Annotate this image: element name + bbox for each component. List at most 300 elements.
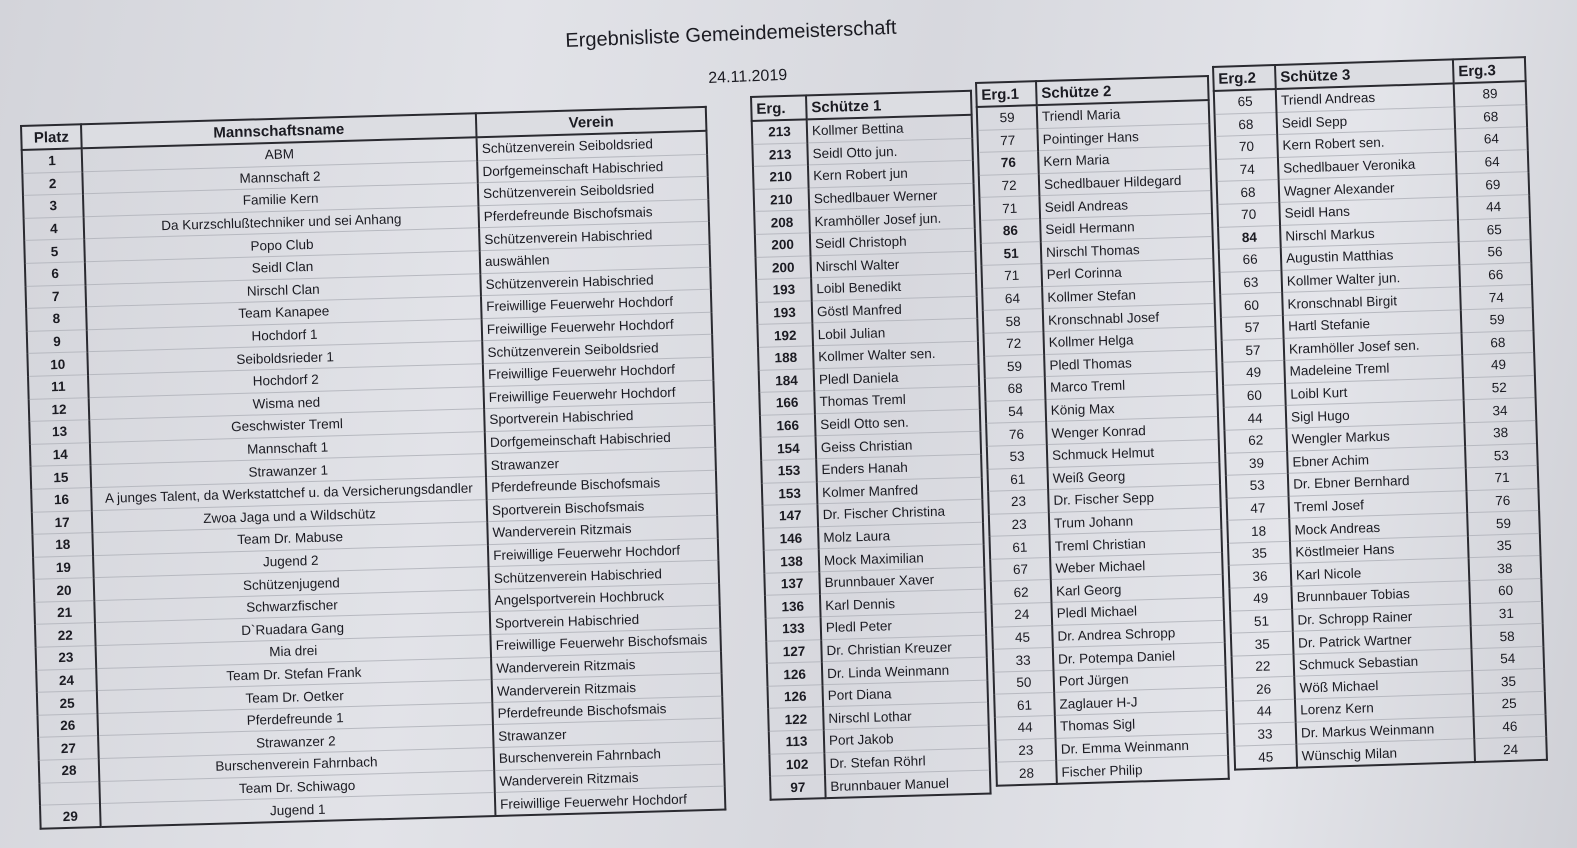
platz-cell: 22	[35, 623, 96, 647]
schuetze1-cell: Port Jakob	[824, 725, 990, 752]
team-name-cell: Zwoa Jaga und a Wildschütz	[92, 499, 487, 533]
table-row	[770, 770, 991, 799]
team-name-cell: Seiboldsrieder 1	[87, 341, 482, 375]
erg1-cell: 45	[992, 625, 1053, 649]
platz-cell: 16	[31, 488, 92, 512]
erg1-cell: 50	[994, 670, 1055, 694]
schuetze3-cell: Wöß Michael	[1294, 671, 1473, 699]
erg-cell: 188	[758, 346, 814, 370]
erg3-cell: 66	[1459, 262, 1532, 287]
verein-cell: Freiwillige Feuerwehr Hochdorf	[481, 289, 712, 318]
erg-cell: 184	[759, 368, 815, 392]
erg1-cell: 71	[981, 264, 1042, 288]
platz-cell: 13	[29, 420, 90, 444]
erg2-cell: 49	[1229, 586, 1292, 611]
verein-cell: Wanderverein Ritzmais	[494, 764, 725, 793]
verein-cell: Freiwillige Feuerwehr Hochdorf	[483, 380, 714, 409]
schuetze3-cell: Seidl Sepp	[1276, 107, 1455, 135]
erg2-cell: 36	[1229, 564, 1292, 589]
header-mannschaft: Mannschaftsname	[81, 113, 477, 148]
verein-cell: Schützenverein Habischried	[489, 560, 720, 589]
team-name-cell: Team Kanapee	[86, 296, 481, 330]
schuetze3-cell: Mock Andreas	[1289, 513, 1468, 541]
platz-cell: 15	[31, 465, 92, 489]
schuetze3-cell: Sigl Hugo	[1286, 400, 1465, 428]
erg-cell: 210	[754, 188, 810, 212]
erg2-cell: 35	[1228, 541, 1291, 566]
erg3-cell: 71	[1466, 466, 1539, 491]
schuetze3-cell: Madeleine Treml	[1284, 355, 1463, 383]
erg1-cell: 53	[987, 444, 1048, 468]
erg1-cell: 72	[979, 173, 1040, 197]
erg2-cell: 57	[1221, 315, 1284, 340]
erg-cell: 200	[755, 233, 811, 257]
erg-cell: 136	[765, 594, 821, 618]
platz-cell: 23	[36, 646, 97, 670]
schuetze3-cell: Wagner Alexander	[1279, 174, 1458, 202]
erg2-cell: 60	[1220, 293, 1283, 318]
erg3-cell: 68	[1454, 104, 1527, 129]
erg-cell: 153	[761, 459, 817, 483]
schuetze1-cell: Göstl Manfred	[812, 296, 978, 323]
schuetze1-cell: Dr. Stefan Röhrl	[824, 748, 990, 775]
schuetze2-cell: König Max	[1045, 394, 1218, 422]
erg-cell: 166	[759, 391, 815, 415]
erg2-cell: 18	[1227, 519, 1290, 544]
team-name-cell: Wisma ned	[89, 386, 484, 420]
platz-cell: 3	[23, 194, 84, 218]
schuetze3-cell: Köstlmeier Hans	[1290, 536, 1469, 564]
team-name-cell: A junges Talent, da Werkstattchef u. da Versicherungsdandler	[91, 477, 486, 511]
verein-cell: Schützenverein Habischried	[480, 267, 711, 296]
verein-cell: Schützenverein Seiboldsried	[482, 335, 713, 364]
schuetze3-cell: Kramhöller Josef sen.	[1284, 332, 1463, 360]
erg1-cell: 59	[977, 105, 1038, 130]
erg1-cell: 76	[986, 422, 1047, 446]
header-schuetze1: Schütze 1	[806, 91, 972, 120]
erg-cell: 102	[769, 752, 825, 776]
team-name-cell: Team Dr. Stefan Frank	[96, 657, 491, 691]
verein-cell: Freiwillige Feuerwehr Hochdorf	[495, 786, 726, 816]
team-name-cell: Jugend 1	[100, 793, 495, 827]
schuetze1-cell: Brunnbauer Xaver	[819, 567, 985, 594]
verein-cell: Schützenverein Seiboldsried	[477, 131, 708, 161]
schuetze2-cell: Kern Maria	[1038, 146, 1211, 174]
erg3-cell: 58	[1471, 624, 1544, 649]
erg1-cell: 62	[991, 580, 1052, 604]
header-schuetze3: Schütze 3	[1275, 59, 1454, 89]
schuetze2-cell: Dr. Emma Weinmann	[1055, 733, 1228, 761]
team-name-cell: Pferdefreunde 1	[97, 702, 492, 736]
platz-cell: 26	[37, 713, 98, 737]
header-erg2: Erg.2	[1213, 65, 1276, 91]
erg-cell: 213	[752, 143, 808, 167]
erg2-cell: 45	[1234, 744, 1297, 769]
header-erg: Erg.	[751, 95, 807, 121]
erg1-cell: 28	[996, 761, 1057, 786]
schuetze2-cell: Dr. Potempa Daniel	[1053, 643, 1226, 671]
verein-cell: Dorfgemeinschaft Habischried	[485, 425, 716, 454]
verein-cell: Schützenverein Habischried	[479, 222, 710, 251]
erg2-cell: 60	[1223, 383, 1286, 408]
team-name-cell: D`Ruadara Gang	[95, 612, 490, 646]
schuetze1-cell: Enders Hanah	[816, 454, 982, 481]
verein-cell: Dorfgemeinschaft Habischried	[477, 154, 708, 183]
team-name-cell: Hochdorf 1	[87, 318, 482, 352]
schuetze2-cell: Kronschnabl Josef	[1043, 304, 1216, 332]
schuetze1-cell: Seidl Otto jun.	[807, 138, 973, 165]
schuetze3-cell: Treml Josef	[1289, 490, 1468, 518]
schuetze1-cell: Seidl Otto sen.	[815, 409, 981, 436]
schuetze1-cell: Nirschl Walter	[810, 251, 976, 278]
erg3-cell: 59	[1467, 511, 1540, 536]
team-name-cell: Mannschaft 1	[90, 431, 485, 465]
erg2-cell: 84	[1218, 225, 1281, 250]
schuetze3-cell: Loibl Kurt	[1285, 377, 1464, 405]
erg1-cell: 61	[987, 467, 1048, 491]
platz-cell: 17	[32, 510, 93, 534]
erg1-cell: 86	[980, 219, 1041, 243]
team-name-cell: Schwarzfischer	[94, 589, 489, 623]
schuetze2-cell: Trum Johann	[1049, 507, 1222, 535]
erg-cell: 166	[760, 414, 816, 438]
erg-cell: 113	[769, 730, 825, 754]
header-verein: Verein	[476, 107, 707, 137]
schuetze2-cell: Seidl Hermann	[1040, 213, 1213, 241]
team-name-cell: Nirschl Clan	[85, 273, 480, 307]
erg1-cell: 77	[977, 128, 1038, 152]
schuetze1-cell: Thomas Treml	[814, 386, 980, 413]
platz-cell: 29	[40, 804, 101, 829]
team-name-cell: Da Kurzschlußtechniker und sei Anhang	[84, 206, 479, 240]
erg2-cell: 66	[1219, 248, 1282, 273]
schuetze1-cell: Dr. Linda Weinmann	[822, 657, 988, 684]
schuetze3-cell: Wengler Markus	[1286, 423, 1465, 451]
platz-cell: 6	[25, 262, 86, 286]
schuetze3-cell: Lorenz Kern	[1295, 694, 1474, 722]
schuetze2-cell: Karl Georg	[1051, 575, 1224, 603]
erg1-cell: 58	[983, 309, 1044, 333]
header-erg3: Erg.3	[1453, 57, 1526, 83]
erg1-cell: 23	[996, 738, 1057, 762]
erg2-cell: 63	[1219, 270, 1282, 295]
verein-cell: Pferdefreunde Bischofsmais	[478, 199, 709, 228]
schuetze2-cell: Pointinger Hans	[1037, 123, 1210, 151]
platz-cell: 21	[34, 600, 95, 624]
page-title: Ergebnisliste Gemeindemeisterschaft	[565, 16, 897, 52]
schuetze2-cell: Pledl Thomas	[1044, 349, 1217, 377]
team-name-cell: Mannschaft 2	[82, 160, 477, 194]
schuetze2-cell: Port Jürgen	[1053, 665, 1226, 693]
erg3-cell: 65	[1458, 217, 1531, 242]
platz-cell: 12	[29, 397, 90, 421]
team-name-cell: Team Dr. Schiwago	[99, 770, 494, 804]
erg-cell: 153	[762, 481, 818, 505]
schuetze2-cell: Marco Treml	[1045, 372, 1218, 400]
schuetze1-cell: Dr. Fischer Christina	[817, 499, 983, 526]
platz-cell: 10	[27, 352, 88, 376]
schuetze2-cell: Dr. Fischer Sepp	[1048, 485, 1221, 513]
erg2-cell: 26	[1232, 677, 1295, 702]
teams-table	[20, 106, 726, 830]
schuetze2-cell: Pledl Michael	[1051, 597, 1224, 625]
erg1-cell: 33	[993, 648, 1054, 672]
team-name-cell: Mia drei	[96, 635, 491, 669]
erg1-cell: 61	[989, 535, 1050, 559]
erg3-cell: 56	[1459, 240, 1532, 265]
erg-cell: 193	[757, 301, 813, 325]
schuetze1-cell: Molz Laura	[818, 522, 984, 549]
erg1-cell: 76	[978, 151, 1039, 175]
erg3-cell: 38	[1469, 556, 1542, 581]
erg-cell: 138	[764, 549, 820, 573]
header-erg1: Erg.1	[976, 81, 1037, 107]
schuetze1-cell: Pledl Daniela	[814, 364, 980, 391]
erg2-cell: 35	[1231, 631, 1294, 656]
erg3-cell: 25	[1473, 691, 1546, 716]
platz-cell: 5	[24, 239, 85, 263]
erg3-cell: 38	[1464, 420, 1537, 445]
team-name-cell: Burschenverein Fahrnbach	[99, 748, 494, 782]
erg1-cell: 61	[994, 693, 1055, 717]
erg2-cell: 70	[1217, 202, 1280, 227]
erg3-cell: 35	[1468, 533, 1541, 558]
schuetze1-cell: Dr. Christian Kreuzer	[821, 635, 987, 662]
schuetze3-cell: Hartl Stefanie	[1283, 310, 1462, 338]
erg1-cell: 67	[990, 557, 1051, 581]
schuetze2-cell: Seidl Andreas	[1039, 191, 1212, 219]
verein-cell: Freiwillige Feuerwehr Hochdorf	[483, 357, 714, 386]
team-name-cell: Jugend 2	[93, 544, 488, 578]
erg-cell: 154	[761, 436, 817, 460]
erg2-cell: 74	[1216, 157, 1279, 182]
schuetze1-cell: Mock Maximilian	[819, 544, 985, 571]
schuetze3-cell: Schmuck Sebastian	[1294, 648, 1473, 676]
platz-cell: 11	[28, 375, 89, 399]
erg-cell: 97	[770, 775, 826, 800]
schuetze1-cell: Pledl Peter	[821, 612, 987, 639]
header-schuetze2: Schütze 2	[1036, 76, 1209, 105]
platz-cell: 24	[36, 668, 97, 692]
schuetze3-cell: Triendl Andreas	[1276, 83, 1455, 112]
schuetze2-cell: Fischer Philip	[1056, 756, 1229, 784]
platz-cell	[39, 781, 100, 805]
schuetze2-cell: Kollmer Helga	[1043, 326, 1216, 354]
team-name-cell: Strawanzer 2	[98, 725, 493, 759]
erg1-cell: 64	[982, 286, 1043, 310]
team-name-cell: Schützenjugend	[94, 567, 489, 601]
schuetze2-cell: Triendl Maria	[1037, 100, 1210, 128]
schuetze3-cell: Karl Nicole	[1291, 558, 1470, 586]
erg1-cell: 51	[981, 241, 1042, 265]
erg-cell: 137	[764, 572, 820, 596]
erg2-cell: 39	[1225, 451, 1288, 476]
erg2-cell: 44	[1224, 406, 1287, 431]
erg1-cell: 23	[989, 512, 1050, 536]
erg3-cell: 64	[1456, 149, 1529, 174]
schuetze1-cell: Lobil Julian	[812, 319, 978, 346]
platz-cell: 28	[39, 759, 100, 783]
schuetze3-cell: Wünschig Milan	[1296, 739, 1475, 768]
erg1-cell: 72	[983, 332, 1044, 356]
schuetze3-table	[1212, 56, 1548, 770]
platz-cell: 19	[33, 555, 94, 579]
erg1-cell: 71	[979, 196, 1040, 220]
platz-cell: 14	[30, 442, 91, 466]
schuetze3-cell: Dr. Ebner Bernhard	[1288, 468, 1467, 496]
erg3-cell: 44	[1457, 195, 1530, 220]
platz-cell: 9	[27, 329, 88, 353]
schuetze1-cell: Geiss Christian	[816, 432, 982, 459]
platz-cell: 8	[26, 307, 87, 331]
team-name-cell: Hochdorf 2	[88, 364, 483, 398]
erg2-cell: 68	[1217, 180, 1280, 205]
erg-cell: 208	[754, 210, 810, 234]
erg-cell: 213	[752, 119, 808, 144]
team-name-cell: Team Dr. Oetker	[97, 680, 492, 714]
verein-cell: Pferdefreunde Bischofsmais	[492, 696, 723, 725]
erg-cell: 192	[757, 323, 813, 347]
schuetze3-cell: Seidl Hans	[1279, 197, 1458, 225]
team-name-cell: Seidl Clan	[85, 251, 480, 285]
erg2-cell: 47	[1227, 496, 1290, 521]
erg1-cell: 23	[988, 490, 1049, 514]
schuetze1-cell: Kollmer Bettina	[807, 115, 973, 143]
erg2-cell: 49	[1222, 360, 1285, 385]
schuetze3-cell: Kollmer Walter jun.	[1281, 265, 1460, 293]
verein-cell: Wanderverein Ritzmais	[487, 515, 718, 544]
team-name-cell: Popo Club	[84, 228, 479, 262]
platz-cell: 20	[34, 578, 95, 602]
schuetze1-cell: Schedlbauer Werner	[809, 183, 975, 210]
erg3-cell: 53	[1465, 443, 1538, 468]
platz-cell: 27	[38, 736, 99, 760]
verein-cell: Freiwillige Feuerwehr Hochdorf	[488, 538, 719, 567]
schuetze1-cell: Loibl Benedikt	[811, 273, 977, 300]
erg2-cell: 65	[1214, 89, 1277, 114]
erg3-cell: 54	[1471, 646, 1544, 671]
verein-cell: Sportverein Bischofsmais	[487, 493, 718, 522]
team-name-cell: Team Dr. Mabuse	[92, 522, 487, 556]
erg2-cell: 70	[1215, 135, 1278, 160]
erg2-cell: 53	[1226, 473, 1289, 498]
schuetze1-cell: Seidl Christoph	[810, 228, 976, 255]
erg3-cell: 34	[1464, 398, 1537, 423]
schuetze1-cell: Karl Dennis	[820, 590, 986, 617]
verein-cell: Wanderverein Ritzmais	[491, 651, 722, 680]
schuetze1-cell: Nirschl Lothar	[823, 703, 989, 730]
schuetze2-cell: Wenger Konrad	[1046, 417, 1219, 445]
erg3-cell: 60	[1469, 578, 1542, 603]
schuetze2-cell: Perl Corinna	[1041, 259, 1214, 287]
erg-cell: 210	[753, 165, 809, 189]
schuetze2-cell: Zaglauer H-J	[1054, 688, 1227, 716]
verein-cell: Freiwillige Feuerwehr Bischofsmais	[490, 628, 721, 657]
erg2-cell: 22	[1232, 654, 1295, 679]
schuetze2-cell: Kollmer Stefan	[1042, 281, 1215, 309]
schuetze3-cell: Dr. Schropp Rainer	[1292, 603, 1471, 631]
erg3-cell: 49	[1462, 353, 1535, 378]
verein-cell: Strawanzer	[485, 448, 716, 477]
erg3-cell: 52	[1463, 375, 1536, 400]
erg-cell: 200	[755, 255, 811, 279]
erg2-cell: 44	[1233, 699, 1296, 724]
erg2-cell: 33	[1234, 722, 1297, 747]
erg2-cell: 51	[1230, 609, 1293, 634]
erg3-cell: 46	[1474, 714, 1547, 739]
schuetze2-cell: Weiß Georg	[1047, 462, 1220, 490]
erg-cell: 147	[762, 504, 818, 528]
platz-cell: 2	[22, 171, 83, 195]
erg-cell: 127	[766, 639, 822, 663]
erg3-cell: 24	[1474, 737, 1547, 762]
verein-cell: Wanderverein Ritzmais	[492, 673, 723, 702]
erg-cell: 193	[756, 278, 812, 302]
verein-cell: Sportverein Habischried	[484, 402, 715, 431]
erg-cell: 126	[767, 662, 823, 686]
platz-cell: 4	[24, 217, 85, 241]
erg3-cell: 76	[1466, 488, 1539, 513]
page-date: 24.11.2019	[708, 66, 788, 87]
schuetze3-cell: Brunnbauer Tobias	[1291, 581, 1470, 609]
schuetze2-cell: Treml Christian	[1049, 530, 1222, 558]
platz-cell: 1	[22, 148, 83, 173]
schuetze1-cell: Kolmer Manfred	[817, 477, 983, 504]
team-name-cell: Strawanzer 1	[91, 454, 486, 488]
schuetze2-cell: Weber Michael	[1050, 552, 1223, 580]
verein-cell: Strawanzer	[493, 719, 724, 748]
schuetze1-cell: Brunnbauer Manuel	[825, 770, 991, 798]
erg1-cell: 54	[985, 399, 1046, 423]
schuetze3-cell: Schedlbauer Veronika	[1278, 152, 1457, 180]
platz-cell: 7	[25, 284, 86, 308]
schuetze2-table	[975, 75, 1230, 786]
schuetze3-cell: Ebner Achim	[1287, 445, 1466, 473]
erg3-cell: 35	[1472, 669, 1545, 694]
erg-cell: 126	[767, 685, 823, 709]
platz-cell: 25	[37, 691, 98, 715]
schuetze1-cell: Port Diana	[822, 680, 988, 707]
schuetze2-cell: Schmuck Helmut	[1047, 439, 1220, 467]
schuetze3-cell: Kronschnabl Birgit	[1282, 287, 1461, 315]
verein-cell: Schützenverein Seiboldsried	[478, 177, 709, 206]
schuetze1-cell: Kramhöller Josef jun.	[809, 206, 975, 233]
schuetze2-cell: Schedlbauer Hildegard	[1039, 168, 1212, 196]
schuetze1-cell: Kern Robert jun	[808, 160, 974, 187]
schuetze3-cell: Dr. Markus Weinmann	[1296, 716, 1475, 744]
schuetze3-cell: Kern Robert sen.	[1277, 129, 1456, 157]
schuetze2-cell: Nirschl Thomas	[1041, 236, 1214, 264]
schuetze3-cell: Augustin Matthias	[1281, 242, 1460, 270]
header-platz: Platz	[21, 124, 82, 150]
erg3-cell: 59	[1461, 307, 1534, 332]
erg1-cell: 68	[985, 377, 1046, 401]
erg3-cell: 64	[1455, 127, 1528, 152]
erg3-cell: 69	[1457, 172, 1530, 197]
schuetze1-cell: Kollmer Walter sen.	[813, 341, 979, 368]
erg-cell: 122	[768, 707, 824, 731]
erg1-cell: 24	[992, 603, 1053, 627]
erg2-cell: 57	[1222, 338, 1285, 363]
platz-cell: 18	[32, 533, 93, 557]
verein-cell: Freiwillige Feuerwehr Hochdorf	[482, 312, 713, 341]
team-name-cell: Geschwister Treml	[89, 409, 484, 443]
schuetze2-cell: Dr. Andrea Schropp	[1052, 620, 1225, 648]
team-name-cell: Familie Kern	[83, 183, 478, 217]
erg3-cell: 89	[1454, 81, 1527, 106]
schuetze3-cell: Nirschl Markus	[1280, 219, 1459, 247]
team-name-cell: ABM	[82, 137, 477, 171]
